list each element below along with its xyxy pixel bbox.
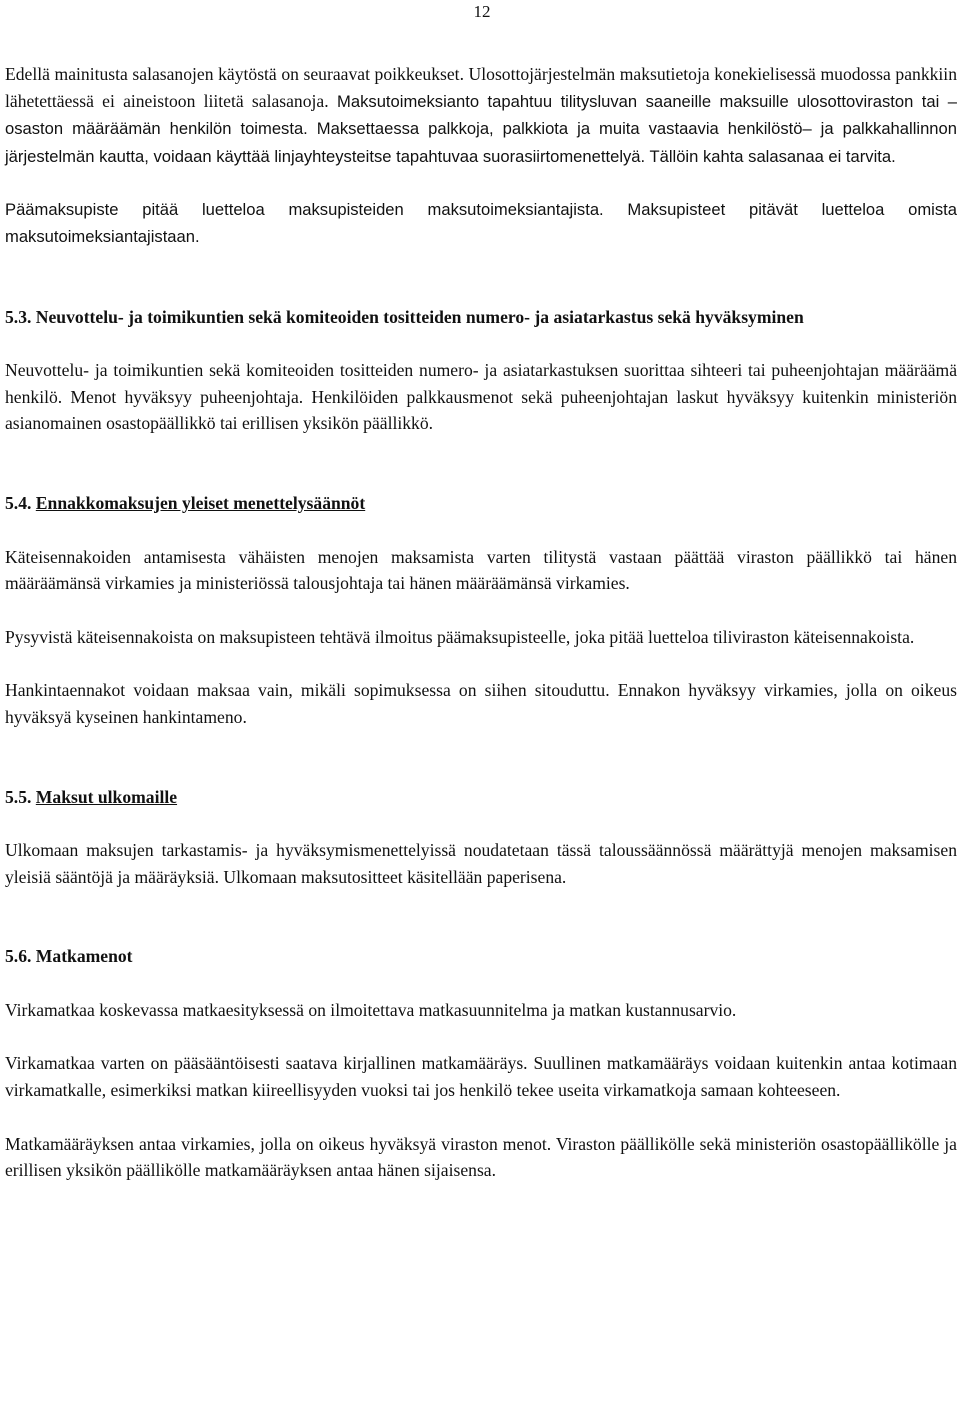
section-5-5-title: Maksut ulkomaille bbox=[35, 786, 178, 807]
section-5-3-paragraph-1: Neuvottelu- ja toimikuntien sekä komiteoiden tositteiden numero- ja asiatarkastuksen suorittaa sihteeri tai puheenjohtajan määräämä henkilö. Menot hyväksyy puheenjohtaja. Henkilöiden palkkausmenot sekä puheenjohtajan laskut hyväksyy kuitenkin ministeriön asianomainen osastopäällikkö tai erillisen yksikön päällikkö. bbox=[5, 360, 957, 434]
section-5-4-number: 5.4. bbox=[5, 492, 32, 513]
section-5-6-paragraph-3: Matkamääräyksen antaa virkamies, jolla on oikeus hyväksyä viraston menot. Viraston päällikölle sekä ministeriön osastopäällikölle ja erillisen yksikön päällikölle matkamääräyksen antaa hänen sijaisensa. bbox=[5, 1133, 957, 1181]
section-5-5-number: 5.5. bbox=[5, 786, 32, 807]
section-5-6-heading bbox=[5, 943, 957, 970]
spacer bbox=[5, 810, 957, 837]
page-number: 12 bbox=[473, 2, 491, 21]
section-5-5-paragraph-1: Ulkomaan maksujen tarkastamis- ja hyväksymismenettelyissä noudatetaan tässä taloussäännössä määrättyjä menojen maksamisen yleisiä sääntöjä ja määräyksiä. Ulkomaan maksutositteet käsitellään paperisena. bbox=[5, 840, 957, 887]
section-5-3-title: Neuvottelu- ja toimikuntien sekä komiteoiden tositteiden numero- ja asiatarkastus sekä hyväksyminen bbox=[35, 306, 804, 327]
spacer bbox=[5, 437, 957, 490]
spacer bbox=[5, 650, 957, 677]
section-5-4-paragraph-3: Hankintaennakot voidaan maksaa vain, mikäli sopimuksessa on siihen sitouduttu. Ennakon hyväksyy virkamies, jolla on oikeus hyväksyä kyseinen hankintameno. bbox=[5, 680, 957, 727]
spacer bbox=[5, 517, 957, 544]
intro-paragraph-1-part-2: Maksutoimeksianto tapahtuu tilitysluvan saaneille maksuille ulosottoviraston tai – osaston määräämän henkilön toimesta. Maksettaessa palkkoja, palkkiota ja muita vastaavia henkilöstö– ja palkkahallinnon järjestelmän kautta, voidaan käyttää linjayhteysteitse tapahtuvaa suorasiirtomenettelyä. Tällöin kahta salasanaa ei tarvita. bbox=[5, 91, 957, 166]
section-5-5-heading bbox=[5, 784, 957, 811]
intro-paragraph-1 bbox=[5, 61, 957, 170]
section-5-6-number: 5.6. bbox=[5, 946, 32, 967]
spacer bbox=[5, 890, 957, 943]
section-5-3-number: 5.3. bbox=[5, 306, 32, 327]
section-5-6-paragraph-2: Virkamatkaa varten on pääsääntöisesti saatava kirjallinen matkamääräys. Suullinen matkamääräys voidaan kuitenkin antaa kotimaan virkamatkalle, esimerkiksi matkan kiireellisyyden vuoksi tai jos henkilö tekee useita virkamatkoja samaan kohteeseen. bbox=[5, 1053, 957, 1101]
spacer bbox=[5, 970, 957, 997]
intro-paragraph-1-part-1: Edellä mainitusta salasanojen käytöstä on seuraavat poikkeukset. Ulosottojärjestelmän maksutietoja konekielisessä muodossa pankkiin lähetettäessä ei aineistoon liitetä salasanoja. bbox=[5, 64, 957, 111]
section-5-4-paragraph-2: Pysyvistä käteisennakoista on maksupisteen tehtävä ilmoitus päämaksupisteelle, joka pitää luetteloa tiliviraston käteisennakoista. bbox=[5, 626, 915, 647]
spacer bbox=[5, 1104, 957, 1131]
spacer bbox=[5, 251, 957, 304]
section-5-6-paragraph-1: Virkamatkaa koskevassa matkaesityksessä on ilmoitettava matkasuunnitelma ja matkan kustannusarvio. bbox=[5, 999, 737, 1020]
spacer bbox=[5, 731, 957, 784]
intro-paragraph-2: Päämaksupiste pitää luetteloa maksupisteiden maksutoimeksiantajista. Maksupisteet pitävät luetteloa omista maksutoimeksiantajistaan. bbox=[5, 200, 957, 246]
spacer bbox=[5, 170, 957, 197]
spacer bbox=[5, 330, 957, 357]
section-5-4-paragraph-1: Käteisennakoiden antamisesta vähäisten menojen maksamista varten tilitystä vastaan päättää viraston päällikkö tai hänen määräämänsä virkamies ja ministeriössä talousjohtaja tai hänen määräämänsä virkamies. bbox=[5, 546, 957, 594]
section-5-4-title: Ennakkomaksujen yleiset menettelysäännöt bbox=[35, 492, 366, 513]
section-5-3-heading bbox=[5, 304, 957, 331]
section-5-4-heading bbox=[5, 490, 957, 517]
section-5-6-title: Matkamenot bbox=[35, 946, 133, 967]
page-content bbox=[5, 61, 957, 1184]
spacer bbox=[5, 1023, 957, 1050]
spacer bbox=[5, 597, 957, 624]
